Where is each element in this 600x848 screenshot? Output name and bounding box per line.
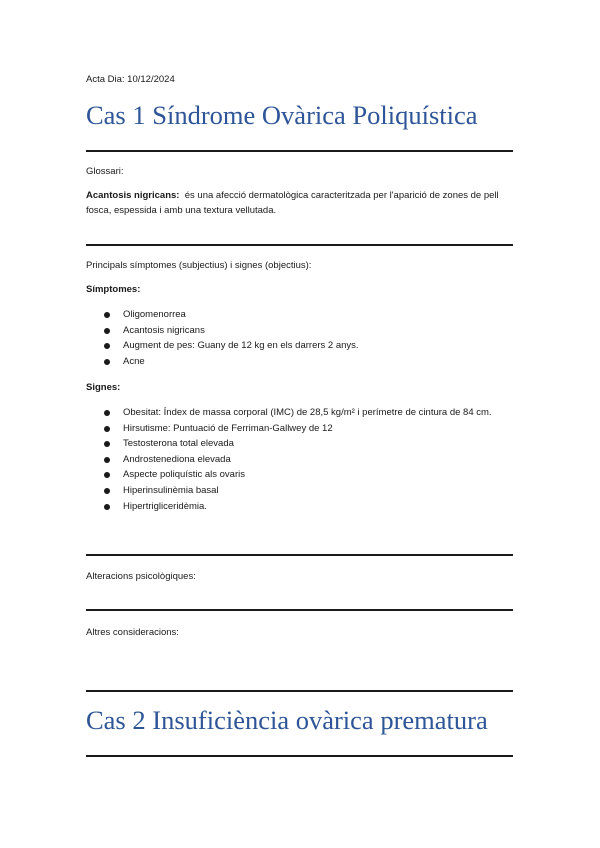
document-page: [86, 0, 513, 848]
list-item-text: Obesitat: Índex de massa corporal (IMC) de 28,5 kg/m² i perímetre de cintura de 84 cm.: [123, 407, 492, 418]
consideracions-label: Altres consideracions:: [86, 627, 179, 638]
list-item-text: Acne: [123, 355, 145, 367]
list-item-text: Oligomenorrea: [123, 309, 186, 320]
list-item: [86, 338, 513, 354]
simptomes-list: [86, 307, 513, 369]
divider: [86, 609, 513, 611]
case2-title: Cas 2 Insuficiència ovàrica prematura: [86, 705, 488, 735]
list-item: [86, 354, 513, 370]
bullet-icon: [104, 328, 110, 334]
list-item-text: Hirsutisme: Puntuació de Ferriman-Gallwey de 12: [123, 422, 333, 434]
list-item-text: Augment de pes: Guany de 12 kg en els darrers 2 anys.: [123, 340, 359, 352]
signes-list: [86, 405, 513, 514]
list-item: [86, 436, 513, 452]
list-item: [86, 421, 513, 437]
simptomes-label: Símptomes:: [86, 284, 141, 295]
bullet-icon: [104, 504, 110, 510]
divider: [86, 755, 513, 757]
bullet-icon: [104, 488, 110, 494]
divider: [86, 150, 513, 152]
bullet-icon: [104, 312, 110, 318]
list-item: [86, 405, 513, 421]
glossari-term: Acantosis nigricans:: [86, 190, 180, 201]
list-item-text: Aspecte poliquístic als ovaris: [123, 469, 245, 481]
list-item: [86, 323, 513, 339]
glossari-entry: [86, 188, 513, 218]
list-item-text: Androstenediona elevada: [123, 453, 231, 465]
list-item-text: Acantosis nigricans: [123, 324, 205, 336]
glossari-label: Glossari:: [86, 166, 124, 177]
divider: [86, 554, 513, 556]
bullet-icon: [104, 343, 110, 349]
bullet-icon: [104, 457, 110, 463]
principals-label: Principals símptomes (subjectius) i signes (objectius):: [86, 260, 312, 271]
divider: [86, 244, 513, 246]
acta-date: Acta Dia: 10/12/2024: [86, 74, 175, 85]
bullet-icon: [104, 441, 110, 447]
list-item-text: Hiperinsulinèmia basal: [123, 484, 219, 496]
list-item: [86, 483, 513, 499]
list-item-text: Hipertrigliceridèmia.: [123, 500, 207, 512]
signes-label: Signes:: [86, 382, 121, 393]
list-item: [86, 307, 513, 323]
list-item: [86, 467, 513, 483]
divider: [86, 690, 513, 692]
bullet-icon: [104, 359, 110, 365]
list-item: [86, 452, 513, 468]
bullet-icon: [104, 472, 110, 478]
bullet-icon: [104, 426, 110, 432]
case1-title: Cas 1 Síndrome Ovàrica Poliquística: [86, 100, 478, 130]
glossari-definition: és una afecció dermatològica caracteritzada per l'aparició de zones de pell fosca, espessida i amb una textura vellutada.: [86, 190, 499, 216]
list-item: [86, 499, 513, 515]
psicologiques-label: Alteracions psicològiques:: [86, 571, 196, 582]
bullet-icon: [104, 410, 110, 416]
list-item-text: Testosterona total elevada: [123, 438, 234, 450]
